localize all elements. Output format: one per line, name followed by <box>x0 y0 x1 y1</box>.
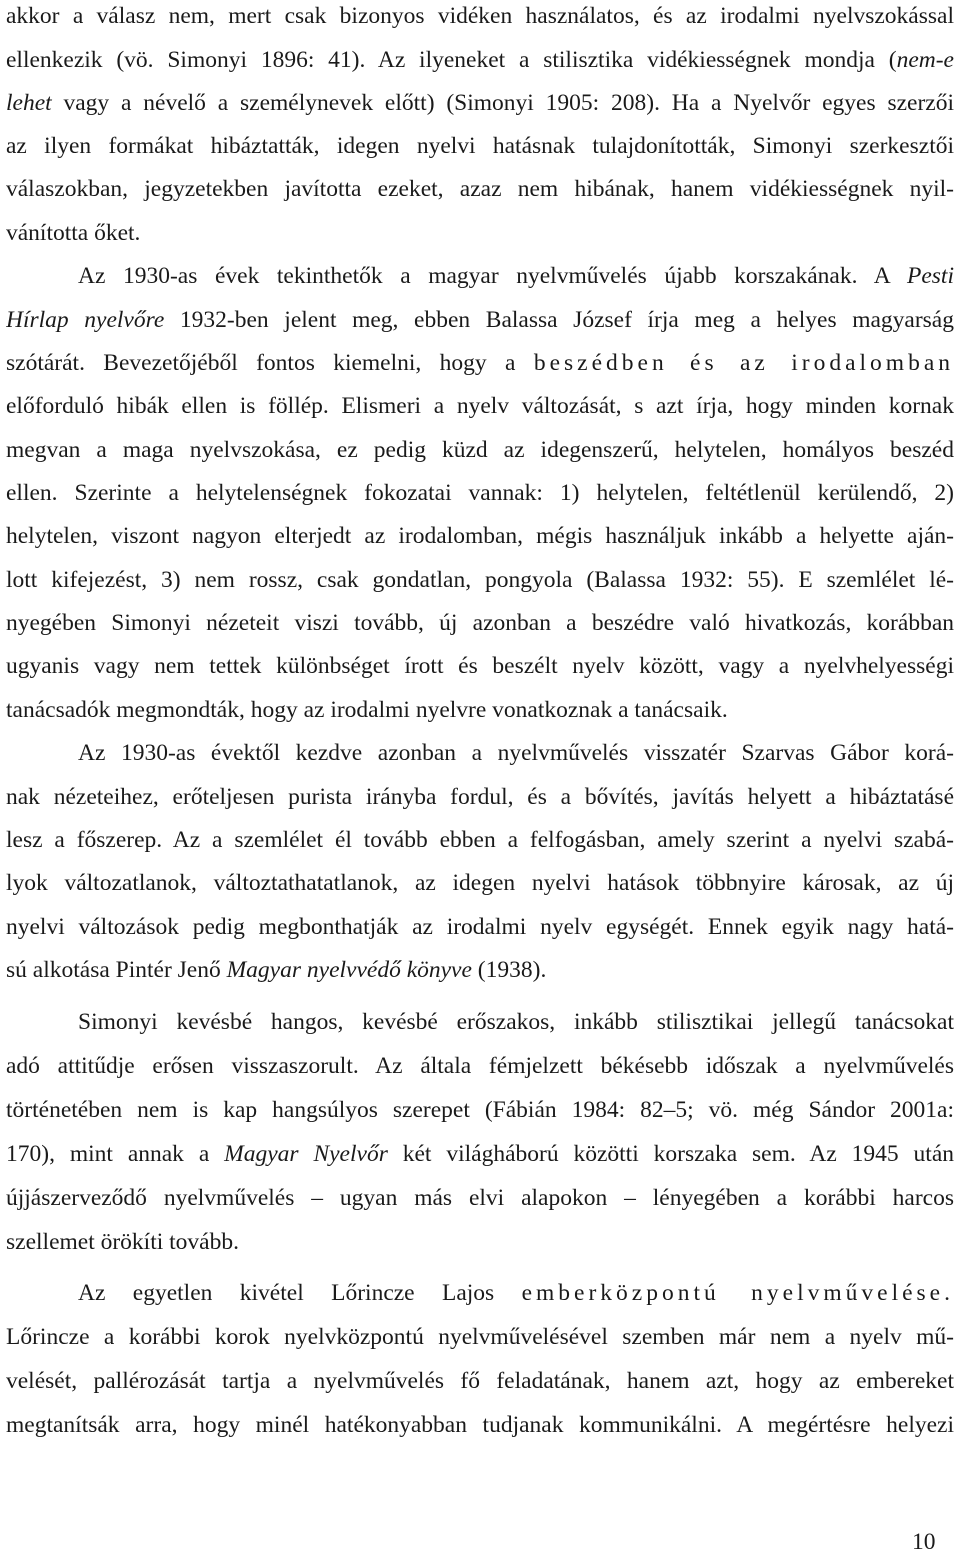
text-line: ellenkezik (vö. Simonyi 1896: 41). Az ilyeneket a stilisztika vidékiességnek mondja (nem-e <box>6 47 954 73</box>
journal-title: Magyar Nyelvőr <box>224 1141 388 1167</box>
text-line: velését, pallérozását tartja a nyelvművelés fő feladatának, hanem azt, hogy az embereket <box>6 1368 954 1394</box>
text-line: Az 1930-as évek tekinthetők a magyar nyelvművelés újabb korszakának. A Pesti <box>78 263 954 289</box>
text-line: újjászerveződő nyelvművelés – ugyan más elvi alapokon – lényegében a korábbi harcos <box>6 1185 954 1211</box>
book-title: Magyar nyelvvédő könyve <box>226 957 472 983</box>
text-line: nyelvi változások pedig megbonthatják az irodalmi nyelv egységét. Ennek egyik nagy hatá- <box>6 914 954 940</box>
text-line: nyegében Simonyi nézeteit viszi tovább, új azonban a beszédre való hivatkozás, korábban <box>6 610 954 636</box>
text-line: válaszokban, jegyzetekben javította ezeket, azaz nem hibának, hanem vidékiességnek nyil- <box>6 176 954 202</box>
text-line: 170), mint annak a Magyar Nyelvőr két világháború közötti korszaka sem. Az 1945 után <box>6 1141 954 1167</box>
text-line: helytelen, viszont nagyon elterjedt az irodalomban, mégis használjuk inkább a helyette aján- <box>6 523 954 549</box>
text-line: Hírlap nyelvőre 1932-ben jelent meg, ebben Balassa József írja meg a helyes magyarság <box>6 307 954 333</box>
text-line: Simonyi kevésbé hangos, kevésbé erőszakos, inkább stilisztikai jellegű tanácsokat <box>78 1009 954 1035</box>
text-line: szellemet örökíti tovább. <box>6 1229 239 1255</box>
text-line: szótárát. Bevezetőjéből fontos kiemelni, hogy a beszédben és az irodalomban <box>6 350 954 376</box>
text-line: ellen. Szerinte a helytelenségnek fokozatai vannak: 1) helytelen, feltétlenül kerülendő, 2) <box>6 480 954 506</box>
text-line: megtanítsák arra, hogy minél hatékonyabban tudjanak kommunikálni. A megértésre helyezi <box>6 1412 954 1438</box>
text-line: akkor a válasz nem, mert csak bizonyos vidéken használatos, és az irodalmi nyelvszokással <box>6 3 954 29</box>
text-line: sú alkotása Pintér Jenő Magyar nyelvvédő könyve (1938). <box>6 957 547 983</box>
text-line: az ilyen formákat hibáztatták, idegen nyelvi hatásnak tulajdonították, Simonyi szerkesztői <box>6 133 954 159</box>
text-line: vánította őket. <box>6 220 141 246</box>
text-line: adó attitűdje erősen visszaszorult. Az általa fémjelzett békésebb időszak a nyelvművelés <box>6 1053 954 1079</box>
text-line: történetében nem is kap hangsúlyos szerepet (Fábián 1984: 82–5; vö. még Sándor 2001a: <box>6 1097 954 1123</box>
text-line: nak nézeteihez, erőteljesen purista irányba fordul, és a bővítés, javítás helyett a hibáztatásé <box>6 784 954 810</box>
text-line: Lőrincze a korábbi korok nyelvközpontú nyelvművelésével szemben már nem a nyelv mű- <box>6 1324 954 1350</box>
text-line: tanácsadók megmondták, hogy az irodalmi nyelvre vonatkoznak a tanácsaik. <box>6 697 728 723</box>
spaced-emphasis: emberközpontú nyelvművelése. <box>521 1280 954 1306</box>
text-line: lesz a főszerep. Az a szemlélet él tovább ebben a felfogásban, amely szerint a nyelvi szabá- <box>6 827 954 853</box>
text-line: ugyanis vagy nem tettek különbséget írott és beszélt nyelv között, vagy a nyelvhelyességi <box>6 653 954 679</box>
text-line: megvan a maga nyelvszokása, ez pedig küzd az idegenszerű, helytelen, homályos beszéd <box>6 437 954 463</box>
text-line: lott kifejezést, 3) nem rossz, csak gondatlan, pongyola (Balassa 1932: 55). E szemlélet lé- <box>6 567 954 593</box>
text-line: lehet vagy a névelő a személynevek előtt) (Simonyi 1905: 208). Ha a Nyelvőr egyes szerzői <box>6 90 954 116</box>
page-number: 10 <box>912 1529 936 1555</box>
text-line: lyok változatlanok, változtathatatlanok, az idegen nyelvi hatások többnyire károsak, az új <box>6 870 954 896</box>
text-line: előforduló hibák ellen is föllép. Elismeri a nyelv változását, s azt írja, hogy minden kornak <box>6 393 954 419</box>
text-line: Az 1930-as évektől kezdve azonban a nyelvművelés visszatér Szarvas Gábor korá- <box>78 740 954 766</box>
spaced-emphasis: beszédben és az irodalomban <box>533 350 954 376</box>
text-line: Az egyetlen kivétel Lőrincze Lajos emberközpontú nyelvművelése. <box>78 1280 954 1306</box>
